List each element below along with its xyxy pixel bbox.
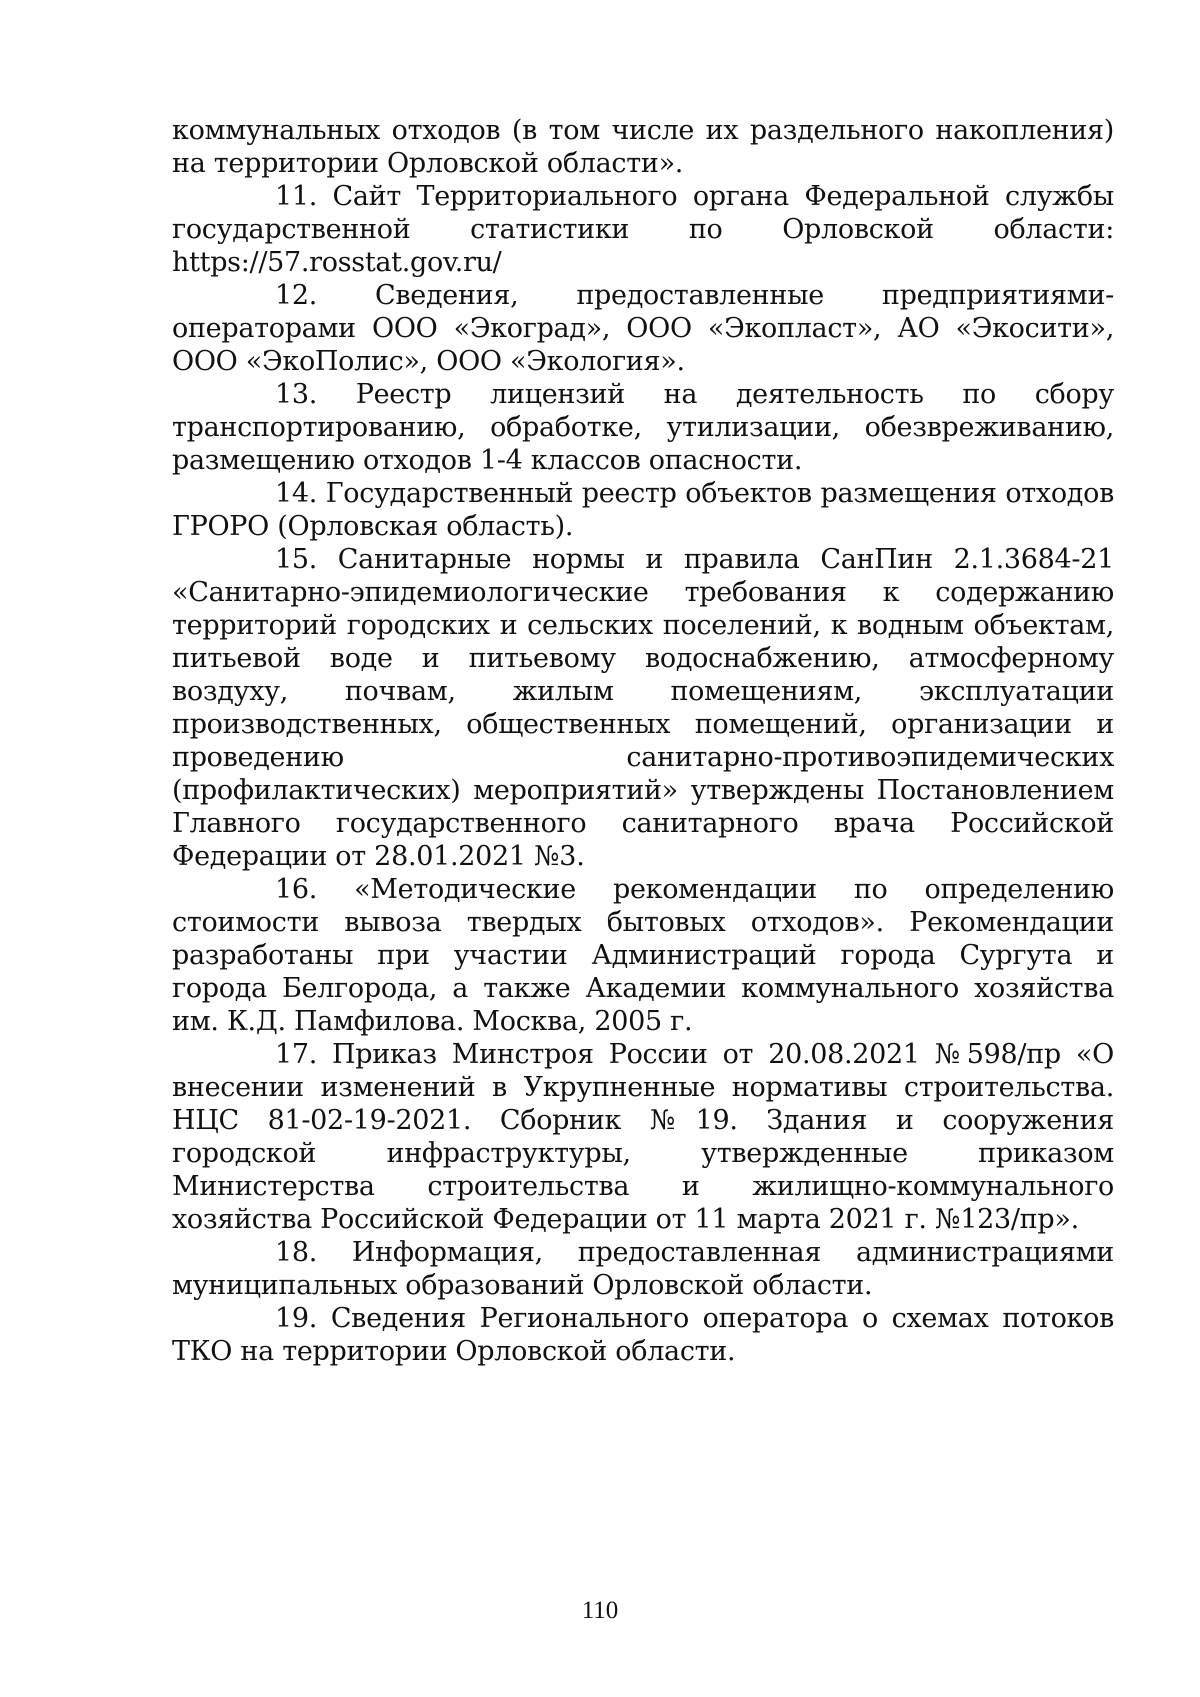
- reference-item-17: 17. Приказ Минстроя России от 20.08.2021 №598/пр «О внесении изменений в Укрупненные нормативы строительства. НЦС 81-02-19-2021. Сборник №19. Здания и сооружения городской инфраструктуры, утвержденные приказом Министерства строительства и жилищно-коммунального хозяйства Российской Федерации от 11 марта 2021 г. №123/пр».: [172, 1039, 1114, 1235]
- document-body: [172, 114, 1114, 1368]
- reference-item-18: 18. Информация, предоставленная администрациями муниципальных образований Орловской области.: [172, 1237, 1114, 1301]
- page-number: 110: [581, 1597, 619, 1624]
- reference-item-15: 15. Санитарные нормы и правила СанПин 2.1.3684-21 «Санитарно-эпидемиологические требования к содержанию территорий городских и сельских поселений, к водным объектам, питьевой воде и питьевому водоснабжению, атмосферному воздуху, почвам, жилым помещениям, эксплуатации производственных, общественных помещений, организации и проведению санитарно-противоэпидемических (профилактических) мероприятий» утверждены Постановлением Главного государственного санитарного врача Российской Федерации от 28.01.2021 №3.: [172, 544, 1114, 872]
- reference-item-19: 19. Сведения Регионального оператора о схемах потоков ТКО на территории Орловской области.: [172, 1303, 1114, 1367]
- reference-item-13: 13. Реестр лицензий на деятельность по сбору транспортированию, обработке, утилизации, обезвреживанию, размещению отходов 1-4 классов опасности.: [172, 379, 1114, 476]
- reference-item-11: 11. Сайт Территориального органа Федеральной службы государственной статистики по Орловской области: https://57.rosstat.gov.ru/: [172, 181, 1114, 278]
- reference-item-16: 16. «Методические рекомендации по определению стоимости вывоза твердых бытовых отходов». Рекомендации разработаны при участии Администраций города Сургута и города Белгорода, а также Академии коммунального хозяйства им. К.Д. Памфилова. Москва, 2005 г.: [172, 874, 1114, 1037]
- reference-item-14: 14. Государственный реестр объектов размещения отходов ГРОРО (Орловская область).: [172, 478, 1114, 542]
- reference-item-12: 12. Сведения, предоставленные предприятиями-операторами ООО «Экоград», ООО «Экопласт», АО «Экосити», ООО «ЭкоПолис», ООО «Экология».: [172, 280, 1114, 377]
- continuation-paragraph: коммунальных отходов (в том числе их раздельного накопления) на территории Орловской области».: [172, 115, 1114, 179]
